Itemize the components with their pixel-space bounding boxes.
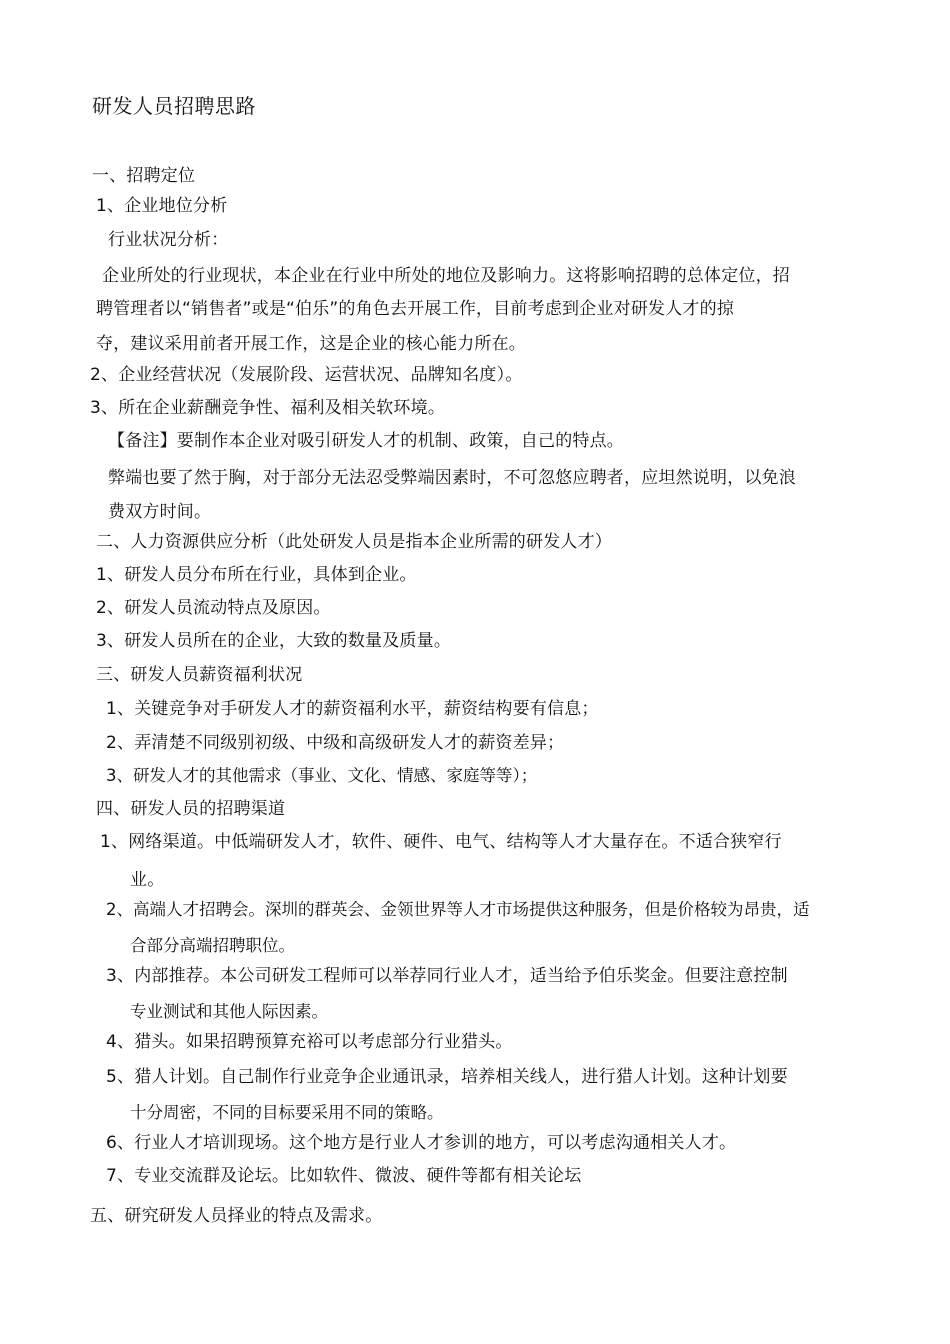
list-item: 2、研发人员流动特点及原因。 <box>96 598 331 618</box>
list-item: 7、专业交流群及论坛。比如软件、微波、硬件等都有相关论坛 <box>106 1166 582 1186</box>
section-heading-2: 二、人力资源供应分析（此处研发人员是指本企业所需的研发人才） <box>96 532 612 552</box>
section-heading-5: 五、研究研发人员择业的特点及需求。 <box>90 1206 383 1226</box>
list-item: 3、内部推荐。本公司研发工程师可以举荐同行业人才，适当给予伯乐奖金。但要注意控制 <box>106 966 788 986</box>
list-item: 3、研发人才的其他需求（事业、文化、情感、家庭等等）； <box>106 766 538 785</box>
note-line: 【备注】要制作本企业对吸引研发人才的机制、政策，自己的特点。 <box>108 431 624 451</box>
list-item: 2、企业经营状况（发展阶段、运营状况、品牌知名度）。 <box>90 365 523 385</box>
list-item: 4、猎头。如果招聘预算充裕可以考虑部分行业猎头。 <box>106 1032 513 1052</box>
list-item: 1、关键竞争对手研发人才的薪资福利水平，薪资结构要有信息； <box>106 699 599 719</box>
list-item: 1、企业地位分析 <box>96 196 228 216</box>
list-item: 5、猎人计划。自己制作行业竞争企业通讯录，培养相关线人，进行猎人计划。这种计划要 <box>106 1067 788 1087</box>
document-title: 研发人员招聘思路 <box>92 94 256 118</box>
list-item: 1、研发人员分布所在行业，具体到企业。 <box>96 565 417 585</box>
list-item-continuation: 十分周密，不同的目标要采用不同的策略。 <box>130 1103 444 1122</box>
list-item-continuation: 合部分高端招聘职位。 <box>130 936 295 955</box>
paragraph-line: 弊端也要了然于胸，对于部分无法忍受弊端因素时，不可忽悠应聘者，应坦然说明，以免浪 <box>108 468 796 488</box>
section-heading-3: 三、研发人员薪资福利状况 <box>96 665 303 685</box>
list-item: 3、研发人员所在的企业，大致的数量及质量。 <box>96 631 452 651</box>
list-item: 2、高端人才招聘会。深圳的群英会、金领世界等人才市场提供这种服务，但是价格较为昂贵，适 <box>106 900 810 919</box>
list-item: 2、弄清楚不同级别初级、中级和高级研发人才的薪资差异； <box>106 733 565 753</box>
paragraph-line: 夺，建议采用前者开展工作，这是企业的核心能力所在。 <box>96 334 526 354</box>
paragraph-line: 费双方时间。 <box>108 502 212 522</box>
subheading: 行业状况分析： <box>108 230 229 250</box>
list-item: 3、所在企业薪酬竞争性、福利及相关软环境。 <box>90 398 446 418</box>
list-item-continuation: 业。 <box>130 870 165 890</box>
list-item: 6、行业人才培训现场。这个地方是行业人才参训的地方，可以考虑沟通相关人才。 <box>106 1133 737 1153</box>
paragraph-line: 聘管理者以“销售者”或是“伯乐”的角色去开展工作，目前考虑到企业对研发人才的掠 <box>96 299 735 319</box>
list-item: 1、网络渠道。中低端研发人才，软件、硬件、电气、结构等人才大量存在。不适合狭窄行 <box>100 832 782 852</box>
section-heading-1: 一、招聘定位 <box>92 166 196 186</box>
paragraph-line: 企业所处的行业现状，本企业在行业中所处的地位及影响力。这将影响招聘的总体定位，招 <box>102 266 790 286</box>
list-item-continuation: 专业测试和其他人际因素。 <box>130 1002 328 1021</box>
section-heading-4: 四、研发人员的招聘渠道 <box>96 799 286 819</box>
